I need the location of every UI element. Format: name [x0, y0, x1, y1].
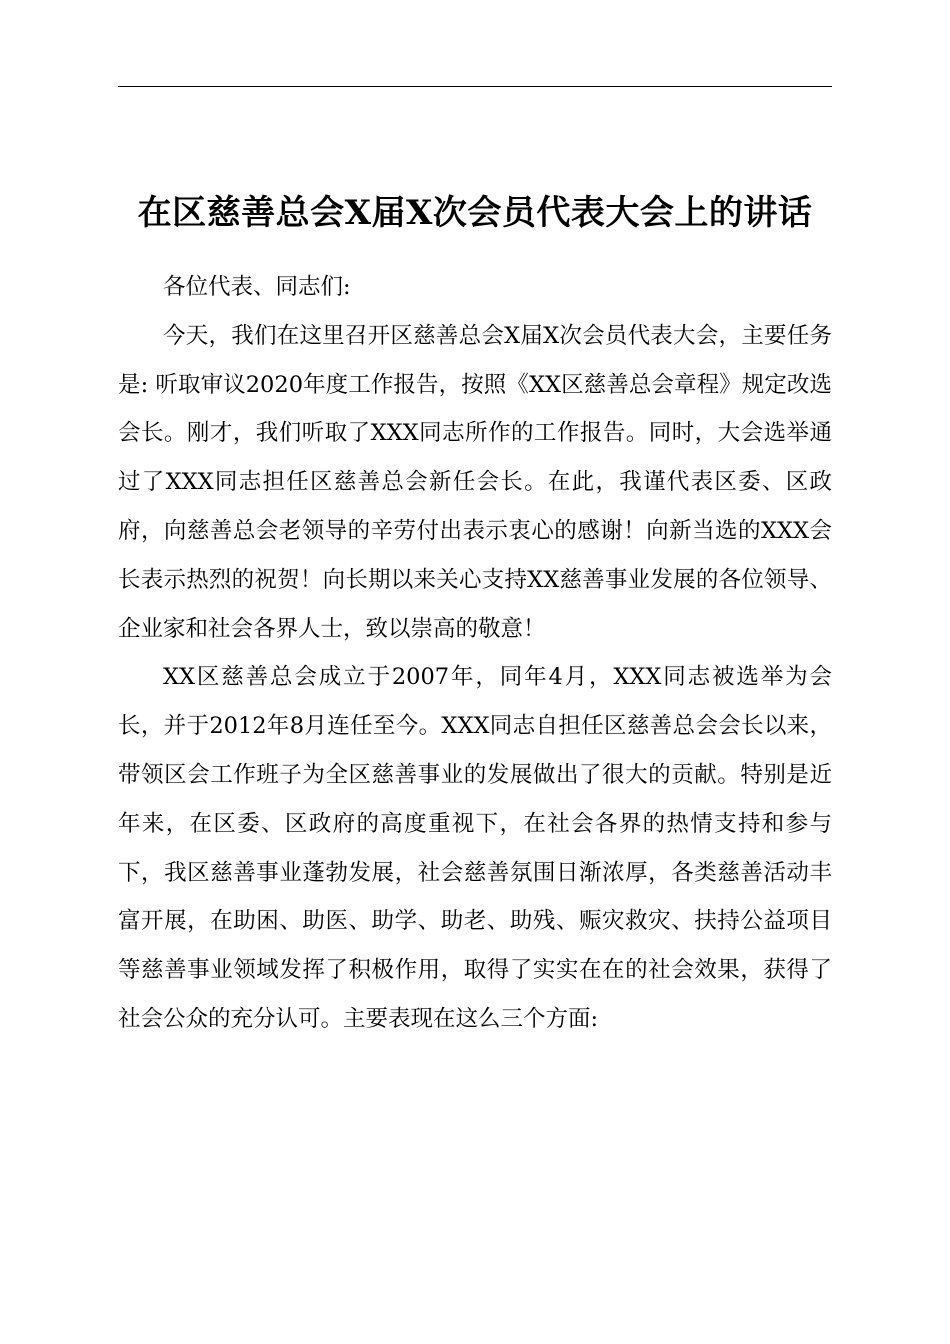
document-title: 在区慈善总会X届X次会员代表大会上的讲话 [137, 193, 813, 233]
header-rule [118, 86, 832, 87]
body-paragraph-2: XX区慈善总会成立于2007年，同年4月，XXX同志被选举为会长，并于2012年8月连任至今。XXX同志自担任区慈善总会会长以来，带领区会工作班子为全区慈善事业的发展做出了很大的贡献。特别是近年来，在区委、区政府的高度重视下，在社会各界的热情支持和参与下，我区慈善事业蓬勃发展，社会慈善氛围日渐浓厚，各类慈善活动丰富开展，在助困、助医、助学、助老、助残、赈灾救灾、扶持公益项目等慈善事业领域发挥了积极作用，取得了实实在在的社会效果，获得了社会公众的充分认可。主要表现在这么三个方面: [118, 664, 832, 1032]
body-paragraph-1: 今天，我们在这里召开区慈善总会X届X次会员代表大会，主要任务是: 听取审议2020年度工作报告，按照《XX区慈善总会章程》规定改选会长。刚才，我们听取了XXX同志所作的工作报告。同时，大会选举通过了XXX同志担任区慈善总会新任会长。在此，我谨代表区委、区政府，向慈善总会老领导的辛劳付出表示衷心的感谢！向新当选的XXX会长表示热烈的祝贺！向长期以来关心支持XX慈善事业发展的各位领导、企业家和社会各界人士，致以崇高的敬意！ [118, 322, 832, 642]
salutation-paragraph: 各位代表、同志们: [163, 274, 351, 300]
document-body [118, 263, 832, 1044]
